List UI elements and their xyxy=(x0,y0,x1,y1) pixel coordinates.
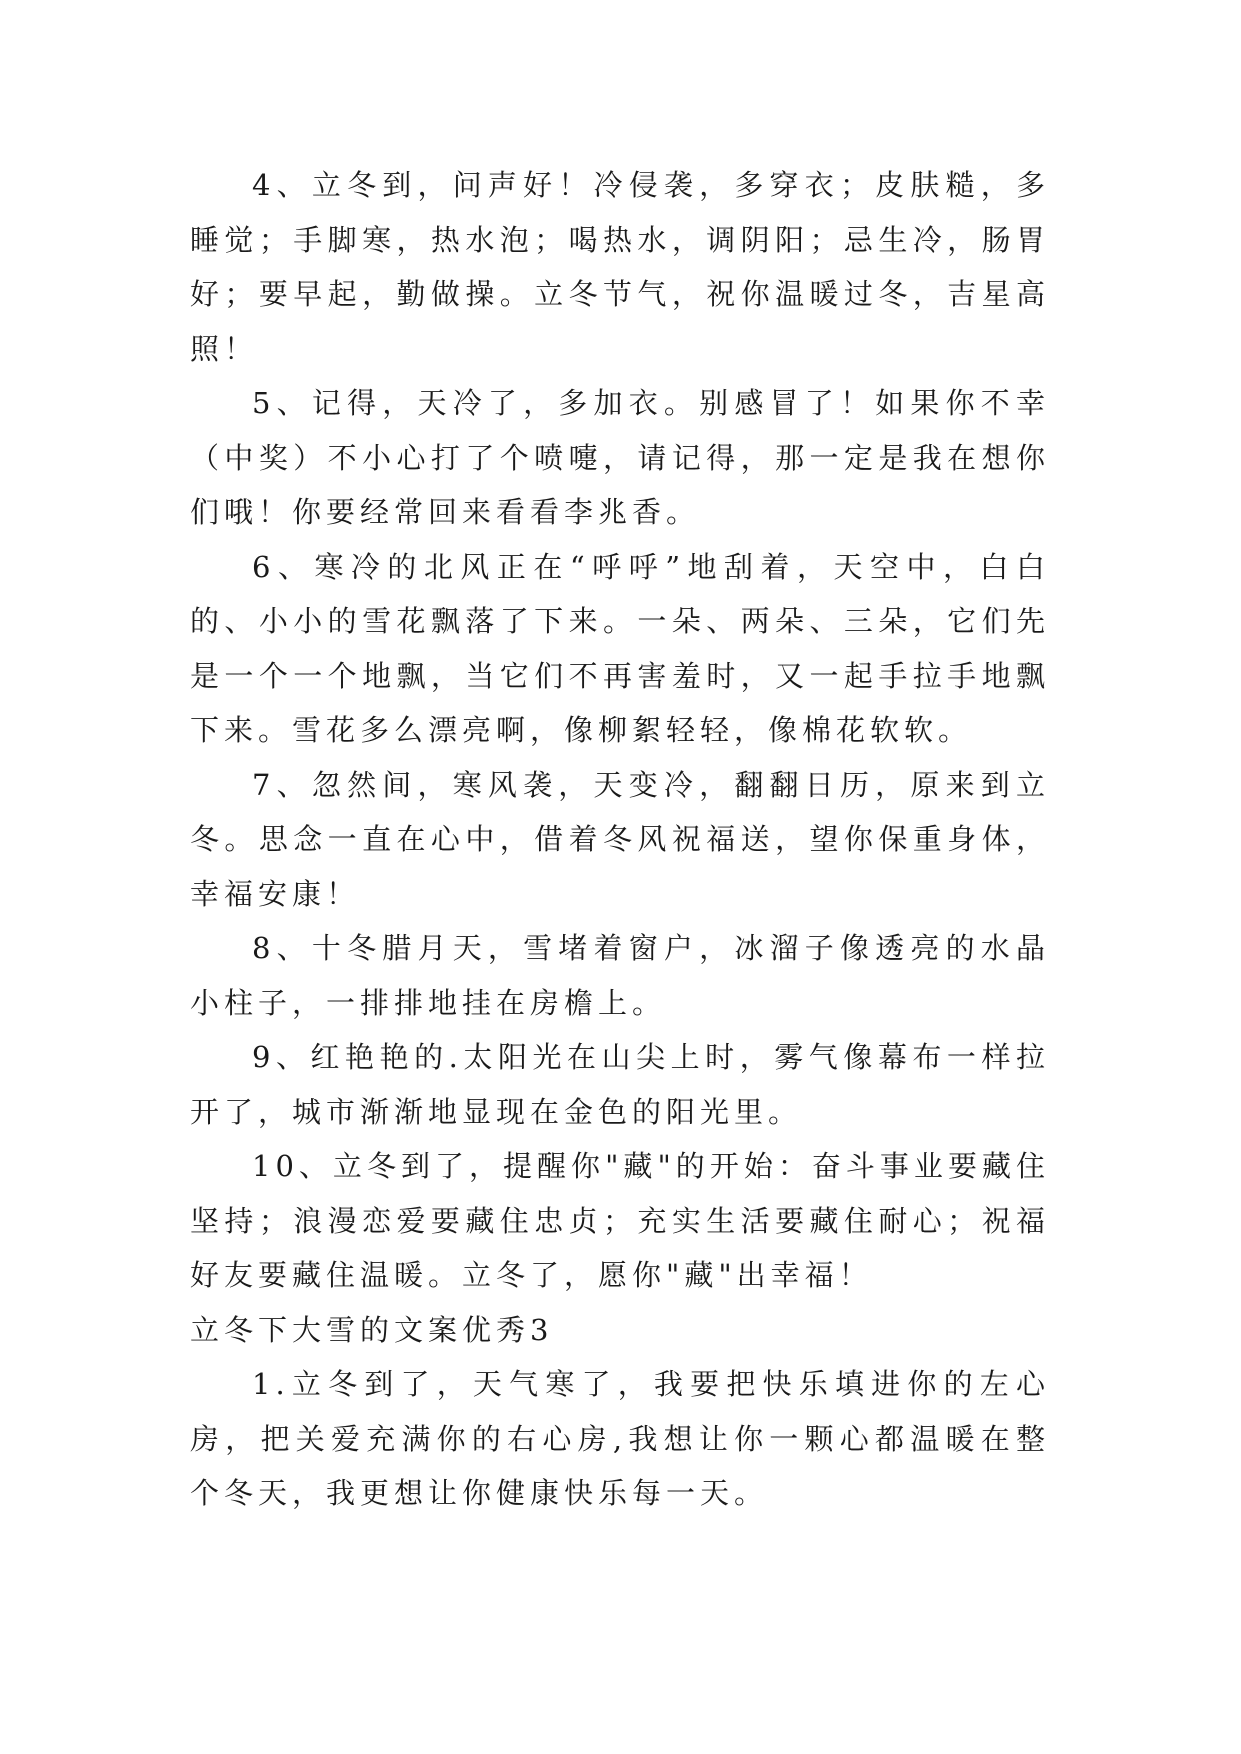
paragraph-7: 7、忽然间，寒风袭，天变冷，翻翻日历，原来到立冬。思念一直在心中，借着冬风祝福送，望你保重身体，幸福安康！ xyxy=(190,767,1050,911)
paragraph-section-1: 1.立冬到了，天气寒了，我要把快乐填进你的左心房，把关爱充满你的右心房,我想让你一颗心都温暖在整个冬天，我更想让你健康快乐每一天。 xyxy=(190,1367,1050,1510)
paragraph-9: 9、红艳艳的.太阳光在山尖上时，雾气像幕布一样拉开了，城市渐渐地显现在金色的阳光里。 xyxy=(190,1040,1050,1129)
paragraph-6: 6、寒冷的北风正在“呼呼”地刮着，天空中，白白的、小小的雪花飘落了下来。一朵、两朵、三朵，它们先是一个一个地飘，当它们不再害羞时，又一起手拉手地飘下来。雪花多么漂亮啊，像柳絮轻轻，像棉花软软。 xyxy=(190,549,1050,747)
paragraph-10: 10、立冬到了，提醒你"藏"的开始：奋斗事业要藏住坚持；浪漫恋爱要藏住忠贞；充实生活要藏住耐心；祝福好友要藏住温暖。立冬了，愿你"藏"出幸福！ xyxy=(190,1149,1050,1292)
paragraph-8: 8、十冬腊月天，雪堵着窗户，冰溜子像透亮的水晶小柱子，一排排地挂在房檐上。 xyxy=(190,931,1050,1020)
section-heading: 立冬下大雪的文案优秀3 xyxy=(190,1312,554,1347)
paragraph-5: 5、记得，天冷了，多加衣。别感冒了！如果你不幸（中奖）不小心打了个喷嚏，请记得，那一定是我在想你们哦！你要经常回来看看李兆香。 xyxy=(190,386,1050,529)
paragraph-4: 4、立冬到，问声好！冷侵袭，多穿衣；皮肤糙，多睡觉；手脚寒，热水泡；喝热水，调阴阳；忌生冷，肠胃好；要早起，勤做操。立冬节气，祝你温暖过冬，吉星高照！ xyxy=(190,168,1050,366)
document-page xyxy=(190,158,1050,1521)
